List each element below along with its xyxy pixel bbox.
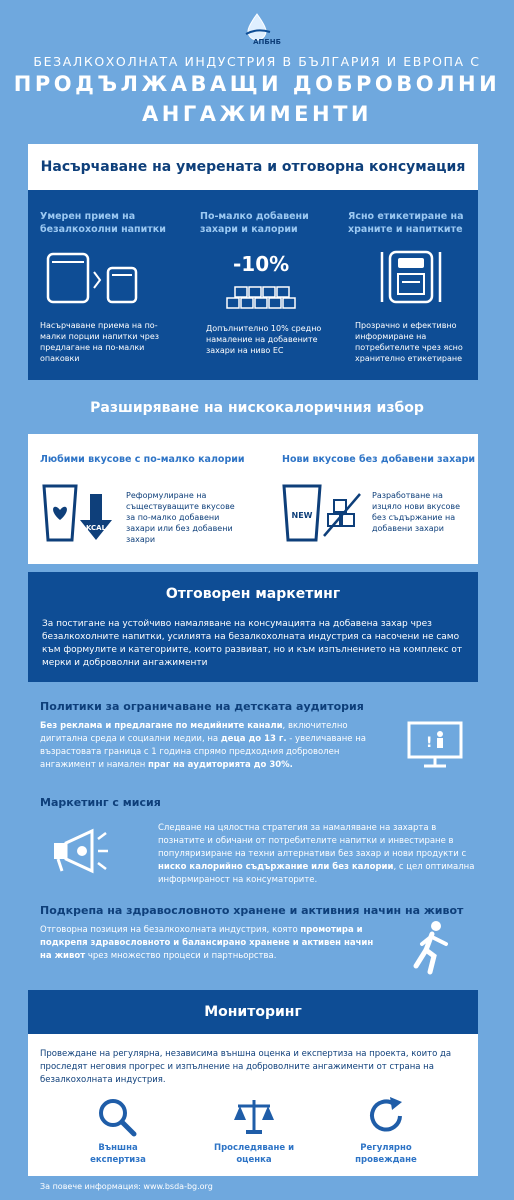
section4-intro: Провеждане на регулярна, независима външна оценка и експертиза на проекта, които да проследят неговия прогрес и изпълнение на доброволните ангажименти от страна на безалкохолната индустрия. <box>40 1049 452 1085</box>
section1-panel <box>28 190 478 380</box>
new-glass-sugar-icon <box>280 480 364 544</box>
mission-strong-1: ниско калорийно съдържание или без калории <box>158 862 394 872</box>
header-title-line2: АНГАЖИМЕНТИ <box>142 102 372 126</box>
refresh-icon <box>364 1094 408 1138</box>
monitor-item-2-line1: Проследяване и <box>213 1143 295 1153</box>
policy-heading: Политики за ограничаване на детската аудитория <box>40 700 364 713</box>
section1-title: Насърчаване на умерената и отговорна консумация <box>28 144 478 190</box>
new-flavors-heading: Нови вкусове без добавени захари <box>282 454 476 465</box>
health-strong-1: промотира и подкрепя здравословното и балансирано хранене и активен начин на живот <box>40 925 374 961</box>
new-flavors-text: Разработване на изцяло нови вкусове без съдържание на добавени захари <box>372 491 461 533</box>
label-icon <box>376 244 446 306</box>
monitor-item-3-line2: провеждане <box>355 1155 417 1165</box>
mission-text-1: Следване на цялостна стратегия за намаляване на захарта в познатите и обичани от потребителите напитки и инвестиране в популяризиране на техни алтернативи без захар и нови продукти с <box>158 823 467 859</box>
monitor-item-1-line2: експертиза <box>90 1155 146 1165</box>
runner-icon <box>408 920 456 976</box>
minus-ten-percent: -10% <box>233 252 290 276</box>
section4-title: Мониторинг <box>28 990 478 1034</box>
labeling-text: Прозрачно и ефективно информиране на потребителите чрез ясно хранително етикетиране <box>355 321 463 363</box>
section3-intro: За постигане на устойчиво намаляване на консумацията на добавена захар чрез безалкохолните напитки, усилията на безалкохолната индустрия са насочени не само към формулите и категориите, които развиват, но и към изпълнението на комплекс от мерки и доброволни ангажименти <box>42 619 463 668</box>
mission-text-2: , с цел оптимална информираност на консуматорите. <box>158 862 475 885</box>
labeling-heading: Ясно етикетиране на храните и напитките <box>348 211 464 235</box>
less-calories-heading: Любими вкусове с по-малко калории <box>40 454 245 465</box>
heart-glass-kcal-icon <box>40 480 120 544</box>
health-text-2: чрез множество процеси и партньорства. <box>85 951 277 961</box>
mission-text <box>158 822 476 887</box>
monitor-item-3-line1: Регулярно <box>360 1143 412 1153</box>
section3-title: Отговорен маркетинг <box>165 586 341 602</box>
section2-title: Разширяване на нискокалоричния избор <box>90 400 424 416</box>
mission-heading: Маркетинг с мисия <box>40 796 161 809</box>
bottle-cans-icon <box>42 248 162 306</box>
moderate-text: Насърчаване приема на по-малки порции напитки чрез предлагане на по-малки опаковки <box>40 321 159 363</box>
svg-text:!: ! <box>426 735 433 751</box>
section4-panel <box>28 1034 478 1176</box>
scales-icon <box>232 1094 276 1138</box>
monitor-item-2-line2: оценка <box>236 1155 272 1165</box>
logo-text: АПБНБ <box>253 38 281 46</box>
policy-text-1: , включително дигитална среда и социални медии, на <box>40 721 348 744</box>
policy-strong-1: Без реклама и предлагане по медийните канали <box>40 721 283 731</box>
health-text <box>40 924 380 963</box>
monitor-item-1 <box>68 1142 168 1166</box>
monitor-child-icon <box>406 720 464 770</box>
monitor-item-3 <box>336 1142 436 1166</box>
policy-strong-3: праг на аудиторията до 30%. <box>148 760 293 770</box>
sugar-cubes-icon <box>223 280 303 310</box>
monitor-item-2 <box>196 1142 312 1166</box>
new-label: NEW <box>291 511 313 520</box>
magnifier-icon <box>96 1096 138 1138</box>
health-text-1: Отговорна позиция на безалкохолната индустрия, която <box>40 925 301 935</box>
policy-text-2: - увеличаване на възрастовата граница с 1 година спрямо предходния доброволен ангажимент и намален <box>40 734 366 770</box>
section3-panel <box>28 572 478 682</box>
policy-strong-2: деца до 13 г. <box>220 734 287 744</box>
logo <box>0 12 514 46</box>
megaphone-icon <box>46 825 110 877</box>
header-title-line1: ПРОДЪЛЖАВАЩИ ДОБРОВОЛНИ <box>13 72 501 96</box>
less-sugar-text: Допълнително 10% средно намаление на добавените захари на ниво ЕС <box>206 324 322 355</box>
less-sugar-heading: По-малко добавени захари и калории <box>200 211 309 235</box>
health-heading: Подкрепа на здравословното хранене и активния начин на живот <box>40 904 464 917</box>
footer-link[interactable]: За повече информация: www.bsda-bg.org <box>40 1182 213 1191</box>
less-calories-text: Реформулиране на съществуващите вкусове за по-малко добавени захари или без добавени захари <box>126 491 235 544</box>
policy-text <box>40 720 390 772</box>
monitor-item-1-line1: Външна <box>98 1143 138 1153</box>
header-subtitle: БЕЗАЛКОХОЛНАТА ИНДУСТРИЯ В БЪЛГАРИЯ И ЕВРОПА С <box>33 54 481 69</box>
section2-panel <box>28 434 478 564</box>
kcal-label: KCAL <box>85 524 107 532</box>
moderate-heading: Умерен прием на безалкохолни напитки <box>40 211 166 235</box>
